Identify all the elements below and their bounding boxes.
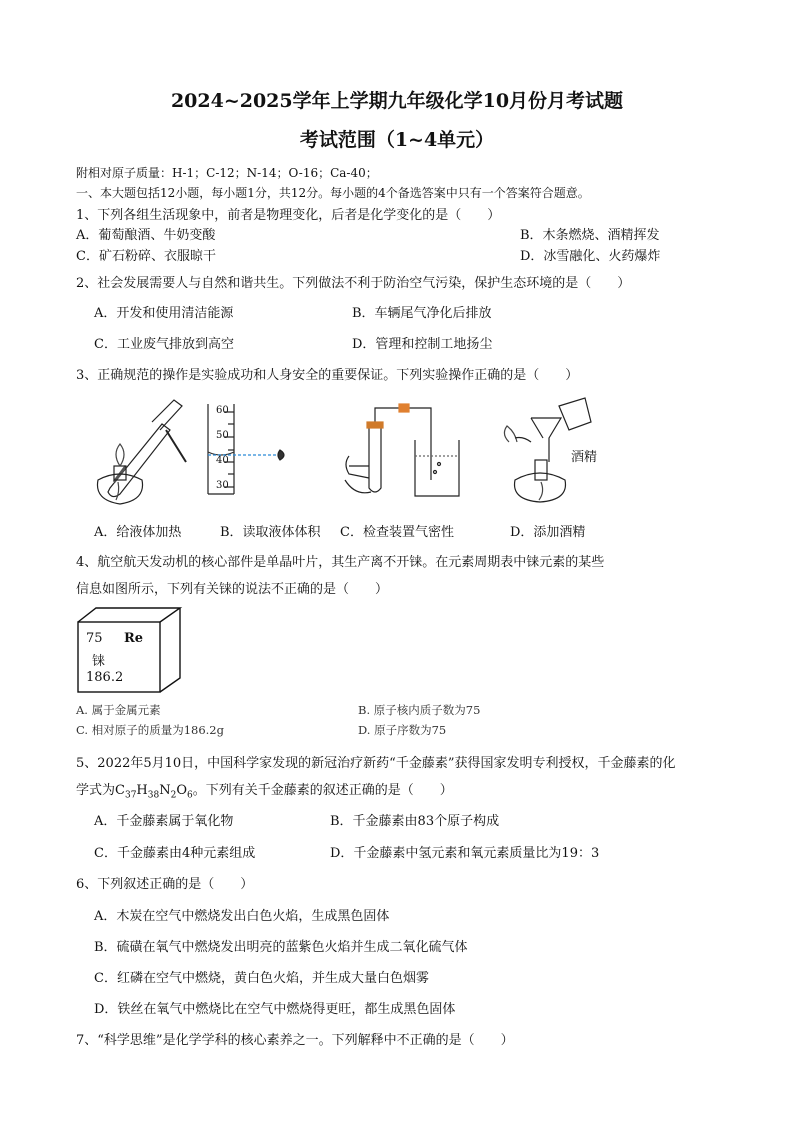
q3-option-b: B．读取液体体积 <box>220 525 321 540</box>
cylinder-tick-40: 40 <box>216 455 229 466</box>
q4-option-a: A. 属于金属元素 <box>76 703 161 717</box>
atomic-mass-note: 附相对原子质量：H-1；C-12；N-14；O-16；Ca-40； <box>76 166 378 180</box>
q6-option-d: D．铁丝在氧气中燃烧比在空气中燃烧得更旺，都生成黑色固体 <box>94 1002 456 1017</box>
q2-option-b: B．车辆尾气净化后排放 <box>352 306 492 321</box>
cylinder-tick-60: 60 <box>216 405 229 416</box>
q3-option-c: C．检查装置气密性 <box>340 525 454 540</box>
q1-option-d: D．冰雪融化、火药爆炸 <box>520 249 661 264</box>
q5-option-d: D．千金藤素中氢元素和氧元素质量比为19：3 <box>330 846 600 861</box>
cylinder-tick-30: 30 <box>216 480 229 491</box>
q5-stem-line1: 5、2022年5月10日，中国科学家发现的新冠治疗新药“千金藤素”获得国家发明专利授权，千金藤素的化 <box>76 756 676 771</box>
q1-option-b: B．木条燃烧、酒精挥发 <box>520 228 660 243</box>
element-name: 铼 <box>92 654 106 669</box>
q3-stem: 3、正确规范的操作是实验成功和人身安全的重要保证。下列实验操作正确的是（ ） <box>76 368 579 383</box>
q5-option-b: B．千金藤素由83个原子构成 <box>330 814 500 829</box>
q6-option-b: B．硫磺在氧气中燃烧发出明亮的蓝紫色火焰并生成二氧化硫气体 <box>94 940 468 955</box>
q4-option-d: D. 原子序数为75 <box>358 723 447 737</box>
q3-option-d: D．添加酒精 <box>510 525 586 540</box>
heating-liquid-figure <box>90 400 200 505</box>
element-atomic-mass: 186.2 <box>86 670 124 685</box>
cylinder-tick-50: 50 <box>216 430 229 441</box>
element-atomic-number: 75 <box>86 631 103 646</box>
page-subtitle: 考试范围（1~4单元） <box>299 129 495 151</box>
q1-option-a: A．葡萄酿酒、牛奶变酸 <box>76 228 216 243</box>
q4-option-b: B. 原子核内质子数为75 <box>358 703 481 717</box>
q5-stem-suffix: 。下列有关千金藤素的叙述正确的是（ ） <box>192 783 453 798</box>
q6-option-a: A．木炭在空气中燃烧发出白色火焰，生成黑色固体 <box>94 909 390 924</box>
element-symbol: Re <box>124 631 144 646</box>
q5-stem-prefix: 学式为 <box>76 783 116 798</box>
q2-option-d: D．管理和控制工地扬尘 <box>352 337 493 352</box>
q4-stem-line1: 4、航空航天发动机的核心部件是单晶叶片，其生产离不开铼。在元素周期表中铼元素的某些 <box>76 555 605 570</box>
q7-stem: 7、“科学思维”是化学学科的核心素养之一。下列解释中不正确的是（ ） <box>76 1033 514 1048</box>
airtightness-check-figure <box>335 400 465 500</box>
q1-option-c: C．矿石粉碎、衣服晾干 <box>76 249 216 264</box>
q6-stem: 6、下列叙述正确的是（ ） <box>76 877 254 892</box>
q5-option-a: A．千金藤素属于氧化物 <box>94 814 234 829</box>
q2-stem: 2、社会发展需要人与自然和谐共生。下列做法不利于防治空气污染，保护生态环境的是（ ） <box>76 276 631 291</box>
q1-stem: 1、下列各组生活现象中，前者是物理变化，后者是化学变化的是（ ） <box>76 208 501 223</box>
section-one-instructions: 一、本大题包括12小题，每小题1分，共12分。每小题的4个备选答案中只有一个答案符合题意。 <box>76 186 590 200</box>
q6-option-c: C．红磷在空气中燃烧，黄白色火焰，并生成大量白色烟雾 <box>94 971 429 986</box>
chemical-formula: $C_{37}H_{38}N_2O_6$ <box>115 783 193 801</box>
q4-stem-line2: 信息如图所示，下列有关铼的说法不正确的是（ ） <box>76 582 389 597</box>
q5-option-c: C．千金藤素由4种元素组成 <box>94 846 256 861</box>
q2-option-c: C．工业废气排放到高空 <box>94 337 234 352</box>
q3-option-a: A．给液体加热 <box>94 525 182 540</box>
q4-option-c: C. 相对原子的质量为186.2g <box>76 723 224 737</box>
q5-stem-line2 <box>76 779 453 801</box>
q2-option-a: A．开发和使用清洁能源 <box>94 306 234 321</box>
alcohol-label: 酒精 <box>571 450 598 465</box>
page-title: 2024~2025学年上学期九年级化学10月份月考试题 <box>170 90 624 112</box>
